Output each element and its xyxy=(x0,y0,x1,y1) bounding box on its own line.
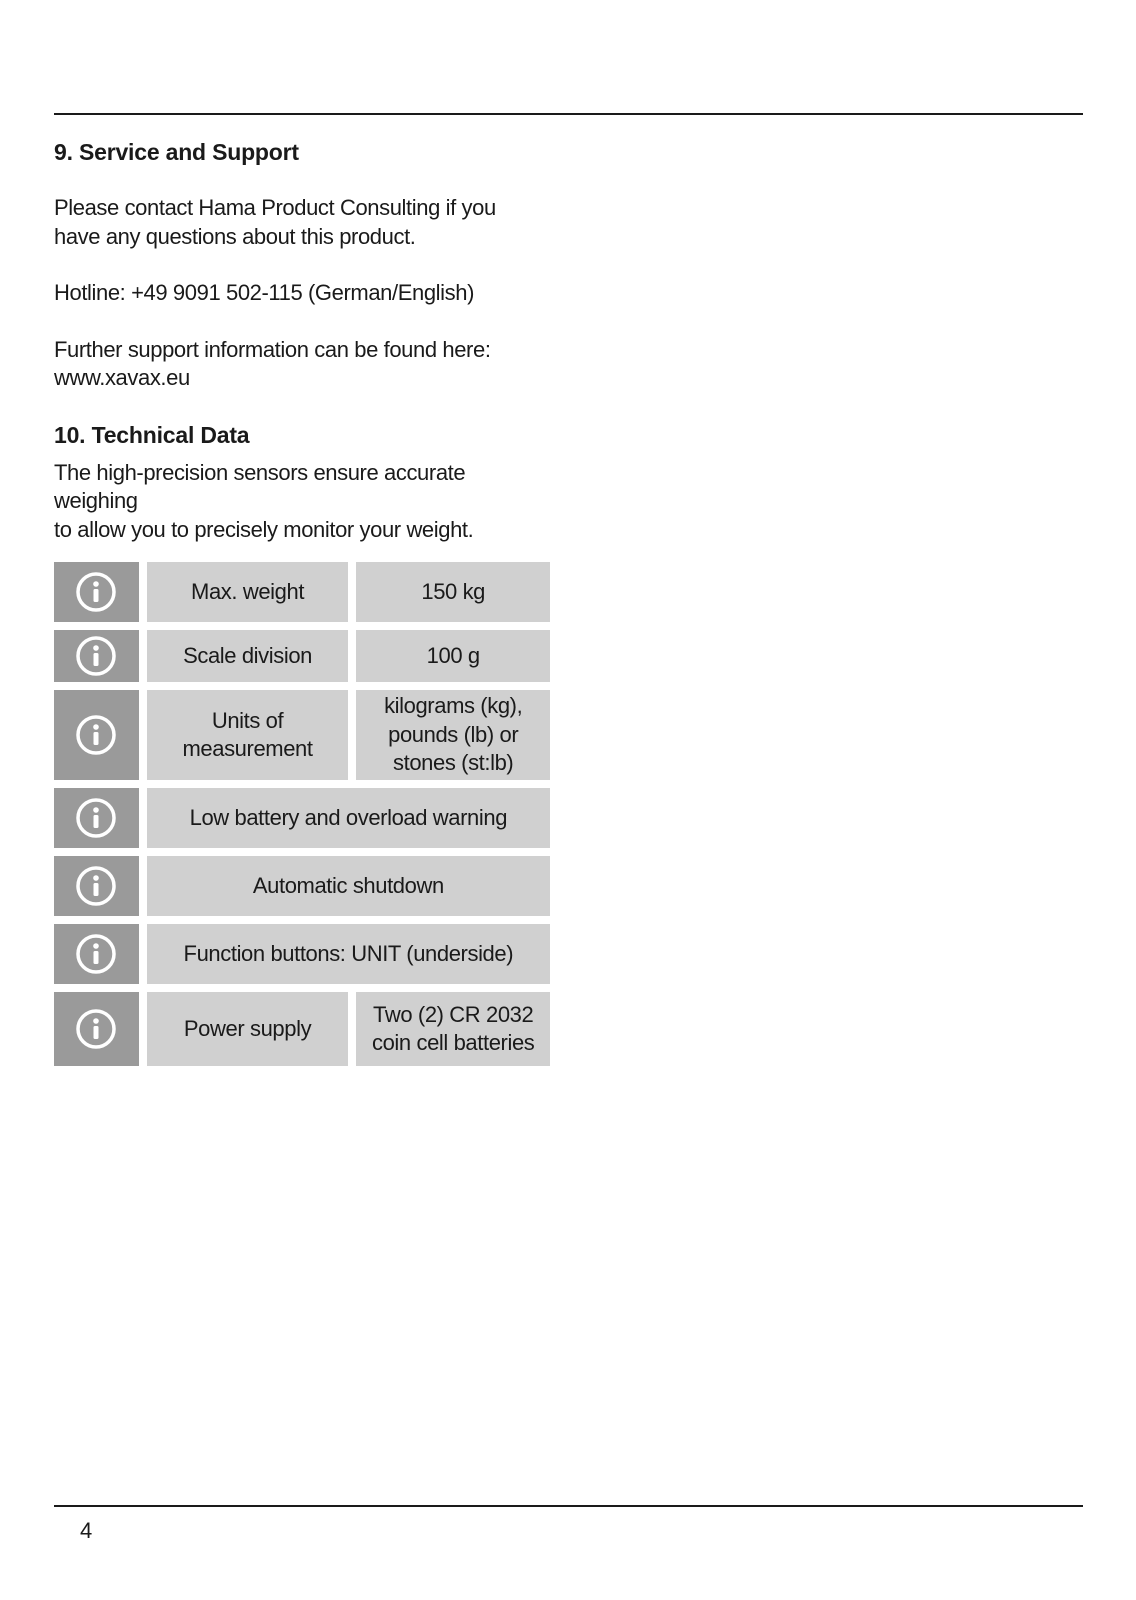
spec-label: Power supply xyxy=(147,992,349,1066)
support-info-line: Further support information can be found here: xyxy=(54,336,491,362)
page-content xyxy=(54,138,554,1074)
icon-cell xyxy=(54,788,139,848)
technical-intro xyxy=(54,459,554,545)
spec-value xyxy=(356,690,550,780)
spec-value xyxy=(356,992,550,1066)
technical-data-table xyxy=(46,554,558,1074)
spec-value-line: coin cell batteries xyxy=(372,1030,535,1055)
contact-line-1: Please contact Hama Product Consulting if you xyxy=(54,195,496,220)
contact-line-2: have any questions about this product. xyxy=(54,223,416,249)
spec-label-line: measurement xyxy=(182,736,313,761)
technical-intro-line-2: to allow you to precisely monitor your weight. xyxy=(54,516,474,542)
spec-value-line: Two (2) CR 2032 xyxy=(373,1001,534,1027)
table-row xyxy=(54,562,550,622)
table-row xyxy=(54,924,550,984)
info-icon xyxy=(75,571,117,613)
hotline-text: Hotline: +49 9091 502-115 (German/English) xyxy=(54,280,474,305)
icon-cell xyxy=(54,924,139,984)
page-number: 4 xyxy=(80,1518,93,1543)
info-icon xyxy=(75,714,117,756)
table-row xyxy=(54,788,550,848)
info-icon xyxy=(75,797,117,839)
spec-label: Scale division xyxy=(147,630,349,682)
table-row xyxy=(54,856,550,916)
icon-cell xyxy=(54,992,139,1066)
icon-cell xyxy=(54,630,139,682)
spec-label xyxy=(147,690,349,780)
table-row xyxy=(54,630,550,682)
spec-label-line: Units of xyxy=(211,707,284,733)
spec-value-line: kilograms (kg), xyxy=(384,693,523,719)
bottom-divider xyxy=(54,1505,1083,1507)
info-icon xyxy=(75,865,117,907)
contact-paragraph xyxy=(54,194,554,251)
table-row xyxy=(54,690,550,780)
icon-cell xyxy=(54,562,139,622)
table-row xyxy=(54,992,550,1066)
spec-feature: Function buttons: UNIT (underside) xyxy=(147,924,550,984)
spec-value: 150 kg xyxy=(356,562,550,622)
support-info-paragraph xyxy=(54,336,554,393)
spec-value-line: pounds (lb) or xyxy=(388,721,519,747)
service-support-heading: 9. Service and Support xyxy=(54,139,299,165)
spec-value: 100 g xyxy=(356,630,550,682)
info-icon xyxy=(75,1008,117,1050)
icon-cell xyxy=(54,856,139,916)
info-icon xyxy=(75,635,117,677)
technical-data-heading: 10. Technical Data xyxy=(54,421,250,448)
spec-label: Max. weight xyxy=(147,562,349,622)
top-divider xyxy=(54,113,1083,115)
icon-cell xyxy=(54,690,139,780)
spec-value-line: stones (st:lb) xyxy=(393,750,514,776)
spec-feature: Automatic shutdown xyxy=(147,856,550,916)
support-website: www.xavax.eu xyxy=(54,365,190,390)
technical-intro-line-1: The high-precision sensors ensure accurate weighing xyxy=(54,459,466,513)
spec-feature: Low battery and overload warning xyxy=(147,788,550,848)
info-icon xyxy=(75,933,117,975)
